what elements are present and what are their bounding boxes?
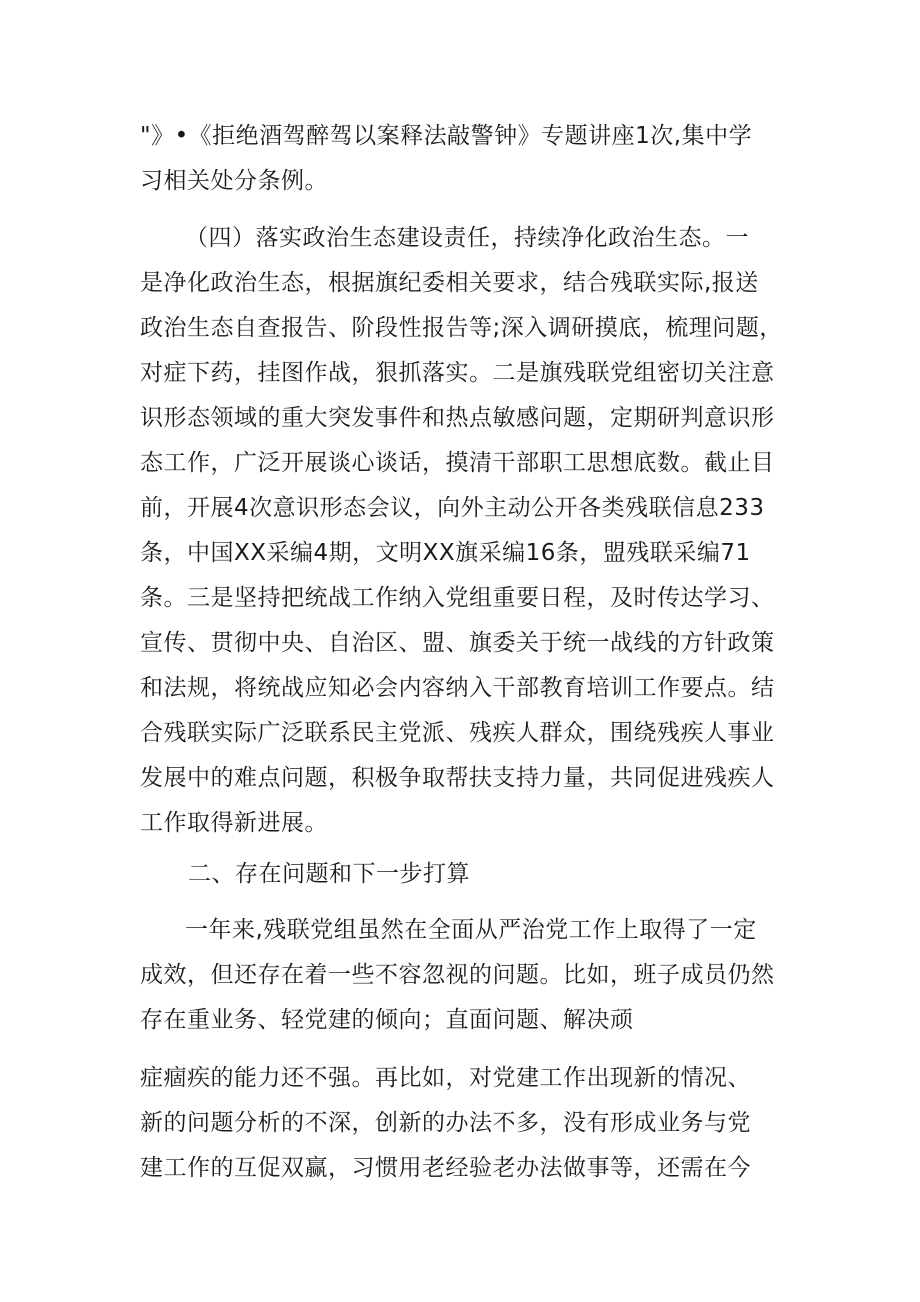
text-line: 合残联实际广泛联系民主党派、残疾人群众，围绕残疾人事业 (140, 720, 775, 746)
text-line: 建工作的互促双赢，习惯用老经验老办法做事等，还需在今 (140, 1155, 751, 1181)
text-line: 一年来,残联党组虽然在全面从严治党工作上取得了一定 (185, 917, 757, 943)
text-line: 对症下药，挂图作战，狠抓落实。二是旗残联党组密切关注意 (140, 360, 775, 386)
text-line: 前，开展4次意识形态会议，向外主动公开各类残联信息233 (140, 495, 765, 521)
section-heading: （四）落实政治生态建设责任，持续净化政治生态。一 (185, 225, 749, 251)
text-line: 态工作，广泛开展谈心谈话，摸清干部职工思想底数。截止目 (140, 450, 775, 476)
text-line: 条。三是坚持把统战工作纳入党组重要日程，及时传达学习、 (140, 585, 775, 611)
text-line: "》•《拒绝酒驾醉驾以案释法敲警钟》专题讲座1次,集中学 (140, 123, 753, 149)
text-line: 条，中国XX采编4期，文明XX旗采编16条，盟残联采编71 (140, 540, 751, 566)
text-line: 政治生态自查报告、阶段性报告等;深入调研摸底，梳理问题， (140, 315, 783, 341)
text-line: 成效，但还存在着一些不容忽视的问题。比如，班子成员仍然 (140, 962, 775, 988)
text-line: 识形态领域的重大突发事件和热点敏感问题，定期研判意识形 (140, 405, 775, 431)
text-line: 存在重业务、轻党建的倾向；直面问题、解决顽 (140, 1007, 634, 1033)
text-line: 习相关处分条例。 (140, 168, 328, 194)
text-line: 新的问题分析的不深，创新的办法不多，没有形成业务与党 (140, 1110, 751, 1136)
section-heading: 二、存在问题和下一步打算 (188, 861, 470, 887)
text-line: 和法规，将统战应知必会内容纳入干部教育培训工作要点。结 (140, 675, 775, 701)
text-line: 症痼疾的能力还不强。再比如，对党建工作出现新的情况、 (140, 1065, 751, 1091)
text-line: 工作取得新进展。 (140, 810, 328, 836)
text-line: 发展中的难点问题，积极争取帮扶支持力量，共同促进残疾人 (140, 765, 775, 791)
text-line: 是净化政治生态，根据旗纪委相关要求，结合残联实际,报送 (140, 270, 759, 296)
text-line: 宣传、贯彻中央、自治区、盟、旗委关于统一战线的方针政策 (140, 630, 775, 656)
